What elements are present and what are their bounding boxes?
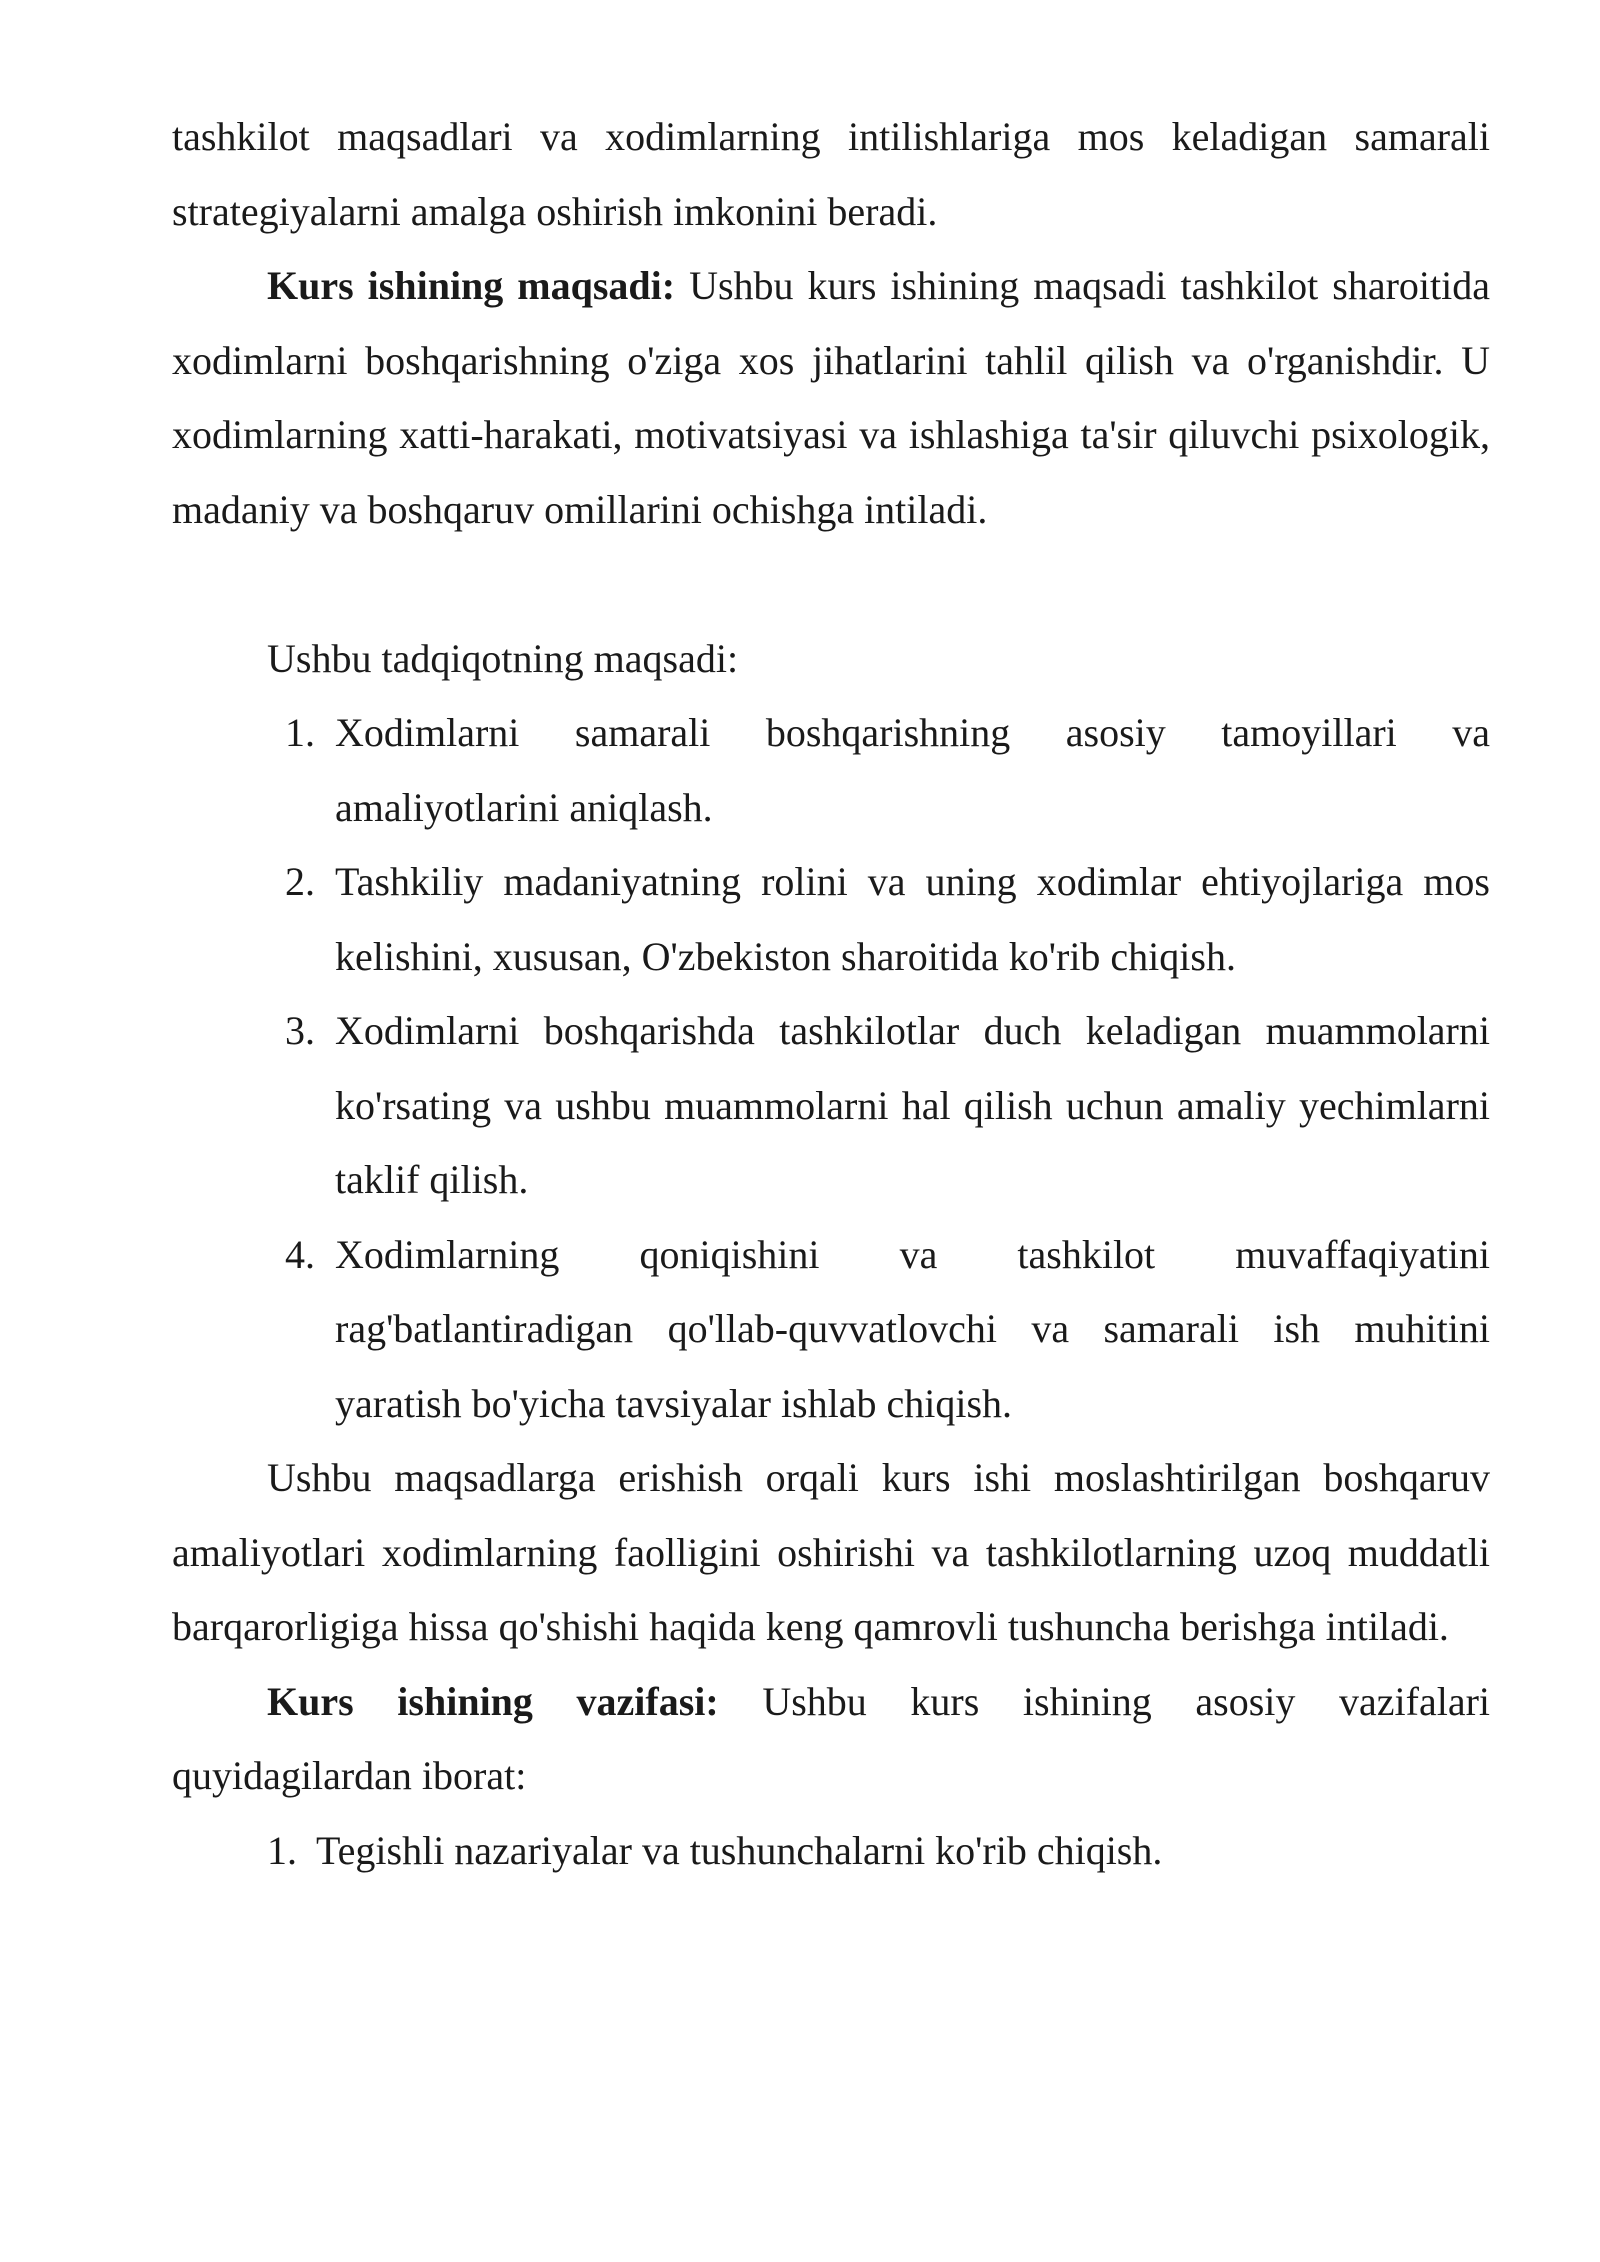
- list-item-text: Tashkiliy madaniyatning rolini va uning xodimlar ehtiyojlariga mos kelishini, xususan, O'zbekiston sharoitida ko'rib chiqish.: [335, 859, 1490, 979]
- list-item-text: Xodimlarni samarali boshqarishning asosiy tamoyillari va amaliyotlarini aniqlash.: [335, 710, 1490, 830]
- research-goal-item: [172, 994, 1490, 1218]
- research-goal-item: [172, 845, 1490, 994]
- intro-continuation-paragraph: tashkilot maqsadlari va xodimlarning intilishlariga mos keladigan samarali strategiyalarni amalga oshirish imkonini beradi.: [172, 114, 1490, 234]
- task-item: [172, 1814, 1490, 1889]
- purpose-heading: Kurs ishining maqsadi:: [267, 263, 676, 308]
- document-body: [172, 100, 1490, 1888]
- list-item-text: Xodimlarning qoniqishini va tashkilot muvaffaqiyatini rag'batlantiradigan qo'llab-quvvatlovchi va samarali ish muhitini yaratish bo'yicha tavsiyalar ishlab chiqish.: [335, 1231, 1490, 1426]
- list-item-text: Tegishli nazariyalar va tushunchalarni ko'rib chiqish.: [316, 1827, 1163, 1873]
- list-item-text: Xodimlarni boshqarishda tashkilotlar duch keladigan muammolarni ko'rsating va ushbu muammolarni hal qilish uchun amaliy yechimlarni taklif qilish.: [335, 1008, 1490, 1202]
- paragraph-spacer: [172, 547, 1490, 622]
- list-item-number: 1.: [285, 710, 315, 755]
- research-goal-item: [172, 1218, 1490, 1442]
- tasks-paragraph: [172, 1665, 1490, 1814]
- summary-paragraph: Ushbu maqsadlarga erishish orqali kurs ishi moslashtirilgan boshqaruv amaliyotlari xodimlarning faolligini oshirishi va tashkilotlarning uzoq muddatli barqarorligiga hissa qo'shishi haqida keng qamrovli tushuncha berishga intiladi.: [172, 1455, 1490, 1649]
- research-goal-item: [172, 696, 1490, 845]
- research-goal-label: Ushbu tadqiqotning maqsadi:: [267, 635, 739, 681]
- purpose-paragraph: [172, 249, 1490, 547]
- list-item-number: 2.: [285, 859, 315, 904]
- tasks-heading: Kurs ishining vazifasi:: [267, 1678, 719, 1724]
- research-goals-list: [172, 696, 1490, 1441]
- purpose-text: Ushbu kurs ishining maqsadi tashkilot sharoitida xodimlarni boshqarishning o'ziga xos jihatlarini tahlil qilish va o'rganishdir. U xodimlarning xatti-harakati, motivatsiyasi va ishlashiga ta'sir qiluvchi psixologik, madaniy va boshqaruv omillarini ochishga intiladi.: [172, 263, 1490, 532]
- tasks-list: [172, 1814, 1490, 1889]
- tasks-text: Ushbu kurs ishining asosiy vazifalari quyidagilardan iborat:: [172, 1678, 1491, 1798]
- list-item-number: 1.: [267, 1827, 297, 1873]
- list-item-number: 3.: [285, 1008, 315, 1053]
- list-item-number: 4.: [285, 1231, 315, 1277]
